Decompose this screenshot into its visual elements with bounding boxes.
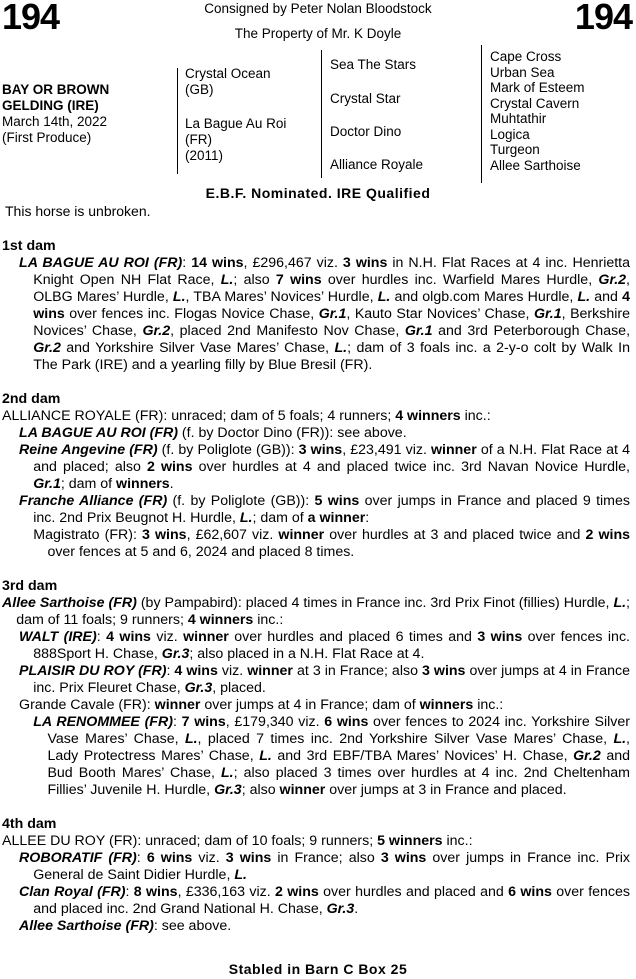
unbroken-note: This horse is unbroken.: [5, 203, 151, 219]
pedigree-divider-3: [481, 45, 482, 183]
produce-entry: Magistrato (FR): 3 wins, £62,607 viz. winner over hurdles at 3 and placed twice and 2 wins over fences at 5 and 6, 2024 and placed 8 times.: [33, 527, 631, 560]
status-line: E.B.F. Nominated. IRE Qualified: [205, 185, 431, 201]
property-line: The Property of Mr. K Doyle: [234, 26, 402, 41]
produce-entry: Allee Sarthoise (FR): see above.: [19, 918, 232, 934]
horse-color: BAY OR BROWN: [2, 82, 110, 97]
produce-entry: Franche Alliance (FR) (f. by Poliglote (GB)): 5 wins over jumps in France and placed 9 times inc. 2nd Prix Beugnot H. Hurdle, L.; dam of a winner:: [19, 493, 630, 526]
pedigree-granddam-paternal: Crystal Star: [330, 91, 401, 106]
dam-entry: ALLIANCE ROYALE (FR): unraced; dam of 5 foals; 4 runners; 4 winners inc.:: [2, 408, 491, 424]
pedigree-granddam-maternal: Alliance Royale: [330, 157, 424, 172]
dam-entry: LA BAGUE AU ROI (FR): 14 wins, £296,467 viz. 3 wins in N.H. Flat Races at 4 inc. Henrietta Knight Open NH Flat Race, L.; also 7 wins over hurdles inc. Warfield Mares Hurdle, Gr.2, OLBG Mares’ Hurdle, L., TBA Mares’ Novices’ Hurdle, L. and olgb.com Mares Hurdle, L. and 4 wins over fences inc. Flogas Novice Chase, Gr.1, Kauto Star Novices’ Chase, Gr.1, Berkshire Novices’ Chase, Gr.2, placed 2nd Manifesto Nov Chase, Gr.1 and 3rd Peterborough Chase, Gr.2 and Yorkshire Silver Vase Mares’ Chase, L.; dam of 3 foals inc. a 2-y-o colt by Walk In The Park (IRE) and a yearling filly by Blue Bresil (FR).: [19, 255, 631, 373]
produce-entry: WALT (IRE): 4 wins viz. winner over hurdles and placed 6 times and 3 wins over fences inc. 888Sport H. Chase, Gr.3; also placed in a N.H. Flat Race at 4.: [19, 629, 630, 662]
section-heading-4th-dam: 4th dam: [2, 816, 57, 832]
produce-entry: Reine Angevine (FR) (f. by Poliglote (GB)): 3 wins, £23,491 viz. winner of a N.H. Flat Race at 4 and placed; also 2 wins over hurdles at 4 and placed twice inc. 3rd Navan Novice Hurdle, Gr.1; dam of winners.: [19, 442, 630, 492]
pedigree-great-grandparents: Cape Cross Urban Sea Mark of Esteem Crystal Cavern Muhtathir Logica Turgeon Allee Sarthoise: [490, 49, 585, 173]
produce-entry: Grande Cavale (FR): winner over jumps at 4 in France; dam of winners inc.:: [19, 697, 504, 713]
dam-entry: Allee Sarthoise (FR) (by Pampabird): placed 4 times in France inc. 3rd Prix Finot (fillies) Hurdle, L.; dam of 11 foals; 9 runners; 4 winners inc.:: [2, 595, 630, 628]
catalogue-body: [2, 238, 630, 935]
horse-info: [2, 82, 109, 146]
lot-number-right: 194: [574, 0, 632, 37]
section-heading-2nd-dam: 2nd dam: [2, 391, 61, 407]
pedigree-sire: Crystal Ocean (GB): [185, 66, 271, 97]
pedigree-grandsire-maternal: Doctor Dino: [330, 124, 402, 139]
lot-number-left: 194: [2, 0, 60, 37]
produce-entry: PLAISIR DU ROY (FR): 4 wins viz. winner at 3 in France; also 3 wins over jumps at 4 in France inc. Prix Fleuret Chase, Gr.3, placed.: [19, 663, 630, 696]
produce-entry: LA BAGUE AU ROI (FR) (f. by Doctor Dino (FR)): see above.: [19, 425, 407, 441]
horse-sex: GELDING (IRE): [2, 98, 99, 113]
produce-entry: LA RENOMMEE (FR): 7 wins, £179,340 viz. 6 wins over fences to 2024 inc. Yorkshire Silver Vase Mares’ Chase, L., placed 7 times inc. 2nd Yorkshire Silver Vase Mares’ Chase, L., Lady Protectress Mares’ Chase, L. and 3rd EBF/TBA Mares’ Novices’ H. Chase, Gr.2 and Bud Booth Mares’ Chase, L.; also placed 3 times over hurdles at 4 inc. 2nd Cheltenham Fillies’ Juvenile H. Hurdle, Gr.3; also winner over jumps at 3 in France and placed.: [33, 714, 630, 798]
pedigree-dam: La Bague Au Roi (FR) (2011): [185, 116, 287, 163]
stabling-footer: Stabled in Barn C Box 25: [228, 961, 408, 977]
pedigree-divider-1: [177, 68, 178, 174]
produce-entry: ROBORATIF (FR): 6 wins viz. 3 wins in France; also 3 wins over jumps in France inc. Prix General de Saint Didier Hurdle, L.: [19, 850, 630, 883]
horse-note: (First Produce): [2, 130, 92, 145]
consignor-line: Consigned by Peter Nolan Bloodstock: [204, 1, 432, 16]
pedigree-divider-2: [321, 50, 322, 178]
section-heading-1st-dam: 1st dam: [2, 238, 56, 254]
dam-entry: ALLEE DU ROY (FR): unraced; dam of 10 foals; 9 runners; 5 winners inc.:: [2, 833, 473, 849]
horse-foaled: March 14th, 2022: [2, 114, 108, 129]
produce-entry: Clan Royal (FR): 8 wins, £336,163 viz. 2 wins over hurdles and placed and 6 wins over fences and placed inc. 2nd Grand National H. Chase, Gr.3.: [19, 884, 631, 917]
section-heading-3rd-dam: 3rd dam: [2, 578, 58, 594]
pedigree-grandsire-paternal: Sea The Stars: [330, 57, 417, 72]
